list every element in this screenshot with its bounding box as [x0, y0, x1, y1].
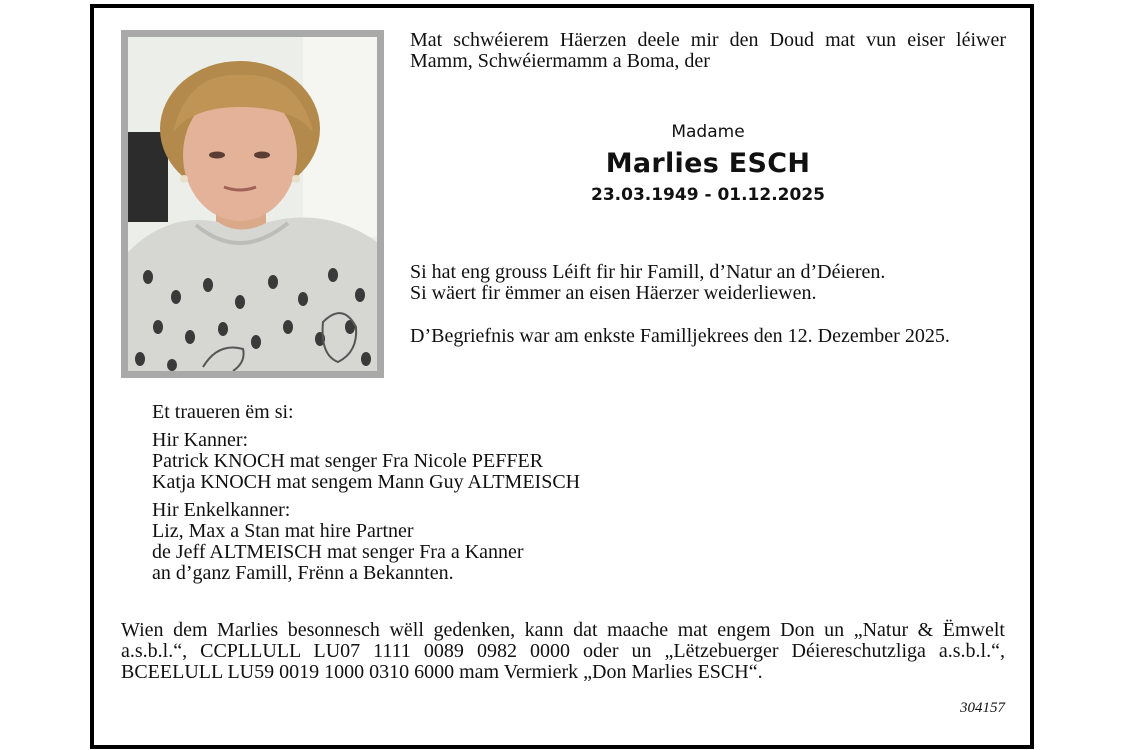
grandchildren-label: Hir Enkelkanner:	[152, 499, 291, 521]
grandchild-entry: Liz, Max a Stan mat hire Partner	[152, 520, 414, 542]
grandchild-entry: de Jeff ALTMEISCH mat senger Fra a Kanner	[152, 541, 524, 563]
salutation: Madame	[671, 122, 745, 142]
intro-text: Mat schwéierem Häerzen deele mir den Doud mat vun eiser léiwer Mamm, Schwéiermamm a Boma, der	[410, 29, 1006, 72]
donation-notice: Wien dem Marlies besonnesch wëll gedenken, kann dat maache mat engem Don un „Natur & Ëmwelt a.s.b.l.“, CCPLLULL LU07 1111 0089 0982 0000 oder un „Lëtzebuerger Déiereschutzliga a.s.b.l.“, BCEELULL LU59 0019 1000 0310 6000 mam Vermierk „Don Marlies ESCH“.	[121, 619, 1005, 683]
life-dates: 23.03.1949 - 01.12.2025	[591, 185, 825, 205]
family-entry: an d’ganz Famill, Frënn a Bekannten.	[152, 562, 454, 584]
portrait-image	[128, 37, 377, 371]
child-entry: Patrick KNOCH mat senger Fra Nicole PEFFER	[152, 450, 544, 472]
reference-number: 304157	[960, 700, 1005, 716]
portrait-photo	[121, 30, 384, 378]
mourners-heading: Et traueren ëm si:	[152, 401, 294, 423]
mourners-list	[152, 402, 852, 584]
funeral-notice: D’Begriefnis war am enkste Familljekrees den 12. Dezember 2025.	[410, 325, 950, 347]
children-label: Hir Kanner:	[152, 429, 249, 451]
tribute-text	[410, 262, 1006, 304]
portrait-illustration	[128, 37, 377, 371]
deceased-block	[410, 122, 1006, 206]
child-entry: Katja KNOCH mat sengem Mann Guy ALTMEISCH	[152, 471, 581, 493]
tribute-line-2: Si wäert fir ëmmer an eisen Häerzer weiderliewen.	[410, 282, 817, 304]
tribute-line-1: Si hat eng grouss Léift fir hir Famill, d’Natur an d’Déieren.	[410, 261, 886, 283]
deceased-name: Marlies ESCH	[605, 148, 811, 179]
